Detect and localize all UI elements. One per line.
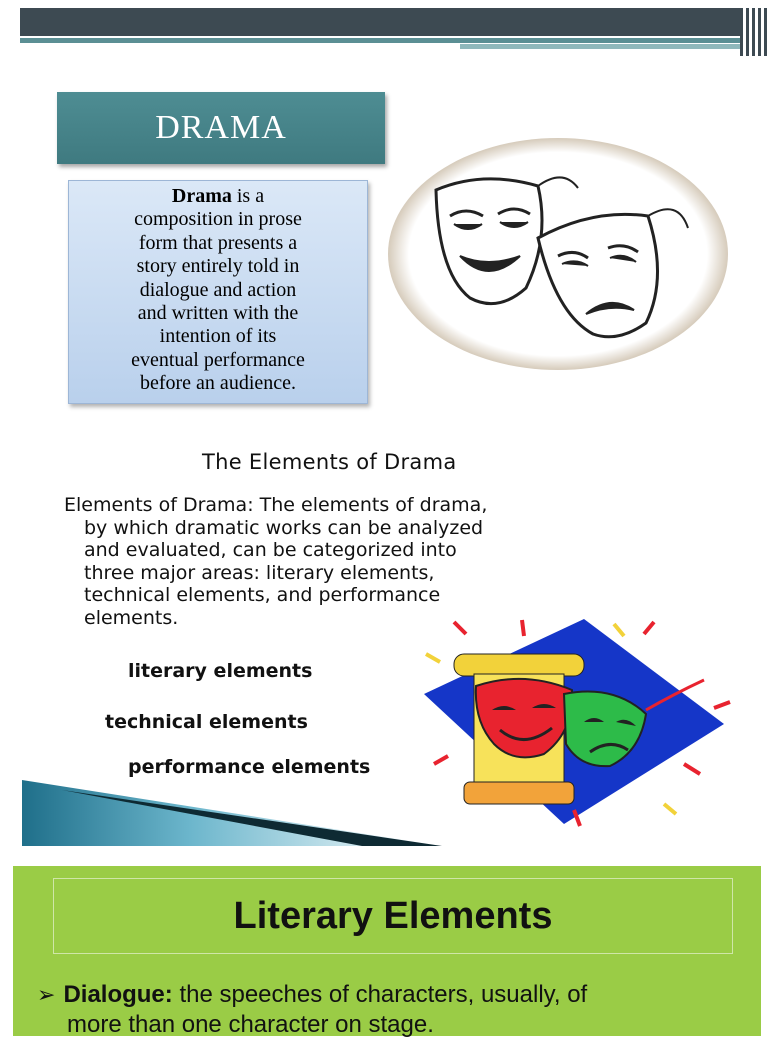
- elements-line: The elements of drama,: [253, 494, 488, 516]
- definition-line: and written with the: [137, 302, 299, 325]
- definition-line: eventual performance: [131, 348, 305, 371]
- definition-term: Drama: [171, 185, 232, 207]
- drama-definition-box: [68, 180, 368, 404]
- elements-lead: Elements of Drama:: [64, 494, 254, 516]
- definition-line: dialogue and action: [139, 278, 297, 301]
- top-bar-stripes: [740, 8, 768, 56]
- element-item-technical: technical elements: [105, 711, 308, 733]
- bullet-text-continued: more than one character on stage.: [67, 1011, 434, 1038]
- element-item-performance: performance elements: [128, 756, 371, 778]
- top-decorative-bar: [20, 8, 748, 52]
- bullet-dialogue: [37, 980, 757, 1040]
- top-bar-teal-line-short: [460, 44, 745, 49]
- elements-line: and evaluated, can be categorized into: [84, 539, 457, 562]
- theater-masks-image: [388, 138, 728, 370]
- top-bar-teal-line: [20, 38, 745, 43]
- definition-line: before an audience.: [139, 372, 296, 395]
- elements-title: The Elements of Drama: [202, 450, 457, 474]
- decorative-wedge: [22, 780, 442, 846]
- definition-line: story entirely told in: [136, 255, 300, 278]
- top-bar-dark-strip: [20, 8, 740, 36]
- bullet-text: the speeches of characters, usually, of: [172, 981, 588, 1008]
- elements-line: by which dramatic works can be analyzed: [84, 516, 484, 539]
- definition-line: composition in prose: [134, 208, 302, 231]
- elements-line: technical elements, and performance: [84, 584, 441, 607]
- comedy-tragedy-masks-icon: [388, 138, 728, 370]
- definition-line: intention of its: [159, 325, 277, 348]
- bullet-arrow-icon: ➢: [37, 982, 56, 1007]
- definition-line: form that presents a: [138, 231, 298, 254]
- definition-line: is a: [231, 185, 265, 207]
- literary-elements-title: Literary Elements: [53, 878, 733, 954]
- literary-elements-slide: [13, 866, 761, 1036]
- drama-header: DRAMA: [57, 92, 385, 164]
- colorful-masks-clipart: [414, 614, 734, 834]
- elements-paragraph: [64, 494, 704, 630]
- elements-line: elements.: [84, 606, 179, 629]
- bullet-term: Dialogue:: [63, 981, 173, 1008]
- element-item-literary: literary elements: [128, 660, 313, 682]
- wedge-shape-icon: [22, 780, 442, 846]
- colorful-masks-icon: [414, 614, 734, 834]
- elements-line: three major areas: literary elements,: [84, 561, 435, 584]
